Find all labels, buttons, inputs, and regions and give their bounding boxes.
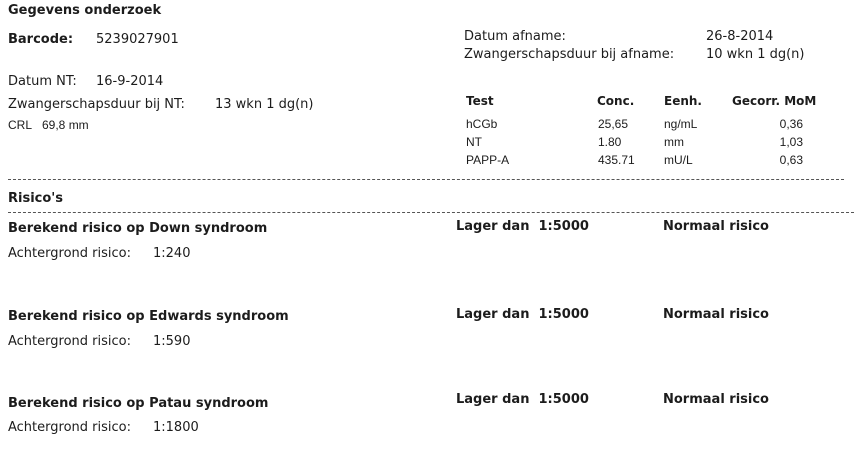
table-cell-conc: 25,65 — [598, 117, 629, 131]
table-cell-unit: mm — [664, 135, 684, 149]
datum-nt-value: 16-9-2014 — [96, 74, 164, 89]
table-cell-test: PAPP-A — [466, 153, 510, 167]
background-risk-value: 1:590 — [153, 334, 191, 349]
risks-title: Risico's — [8, 191, 64, 206]
crl-label: CRL — [8, 118, 33, 132]
zwangerschapsduur-afname-value: 10 wkn 1 dg(n) — [706, 47, 805, 62]
table-cell-unit: ng/mL — [664, 117, 698, 131]
risk-assessment: Normaal risico — [663, 392, 769, 407]
risk-value: Lager dan 1:5000 — [456, 307, 589, 322]
table-header-mom: Gecorr. MoM — [732, 94, 817, 108]
background-risk-value: 1:240 — [153, 246, 191, 261]
risk-label: Berekend risico op Edwards syndroom — [8, 309, 289, 324]
risk-value: Lager dan 1:5000 — [456, 392, 589, 407]
risk-label: Berekend risico op Down syndroom — [8, 221, 268, 236]
zwangerschapsduur-afname-label: Zwangerschapsduur bij afname: — [464, 47, 675, 62]
table-cell-test: hCGb — [466, 117, 498, 131]
risk-assessment: Normaal risico — [663, 307, 769, 322]
barcode-label: Barcode: — [8, 32, 74, 47]
table-cell-unit: mU/L — [664, 153, 693, 167]
datum-afname-label: Datum afname: — [464, 29, 566, 44]
datum-nt-label: Datum NT: — [8, 74, 77, 89]
background-risk-label: Achtergrond risico: — [8, 246, 131, 261]
background-risk-label: Achtergrond risico: — [8, 420, 131, 435]
divider — [8, 179, 844, 180]
table-cell-test: NT — [466, 135, 482, 149]
table-cell-conc: 1.80 — [598, 135, 622, 149]
divider — [8, 212, 854, 213]
zwangerschapsduur-nt-value: 13 wkn 1 dg(n) — [215, 97, 314, 112]
risk-assessment: Normaal risico — [663, 219, 769, 234]
table-header-conc: Conc. — [597, 94, 635, 108]
table-cell-mom: 1,03 — [779, 135, 803, 149]
background-risk-value: 1:1800 — [153, 420, 199, 435]
table-header-test: Test — [466, 94, 494, 108]
barcode-value: 5239027901 — [96, 32, 179, 47]
risk-value: Lager dan 1:5000 — [456, 219, 589, 234]
datum-afname-value: 26-8-2014 — [706, 29, 774, 44]
risk-label: Berekend risico op Patau syndroom — [8, 396, 269, 411]
table-cell-conc: 435.71 — [598, 153, 635, 167]
table-header-unit: Eenh. — [664, 94, 702, 108]
background-risk-label: Achtergrond risico: — [8, 334, 131, 349]
table-cell-mom: 0,36 — [779, 117, 803, 131]
section-title: Gegevens onderzoek — [8, 3, 162, 18]
zwangerschapsduur-nt-label: Zwangerschapsduur bij NT: — [8, 97, 185, 112]
table-cell-mom: 0,63 — [779, 153, 803, 167]
crl-value: 69,8 mm — [42, 118, 89, 132]
